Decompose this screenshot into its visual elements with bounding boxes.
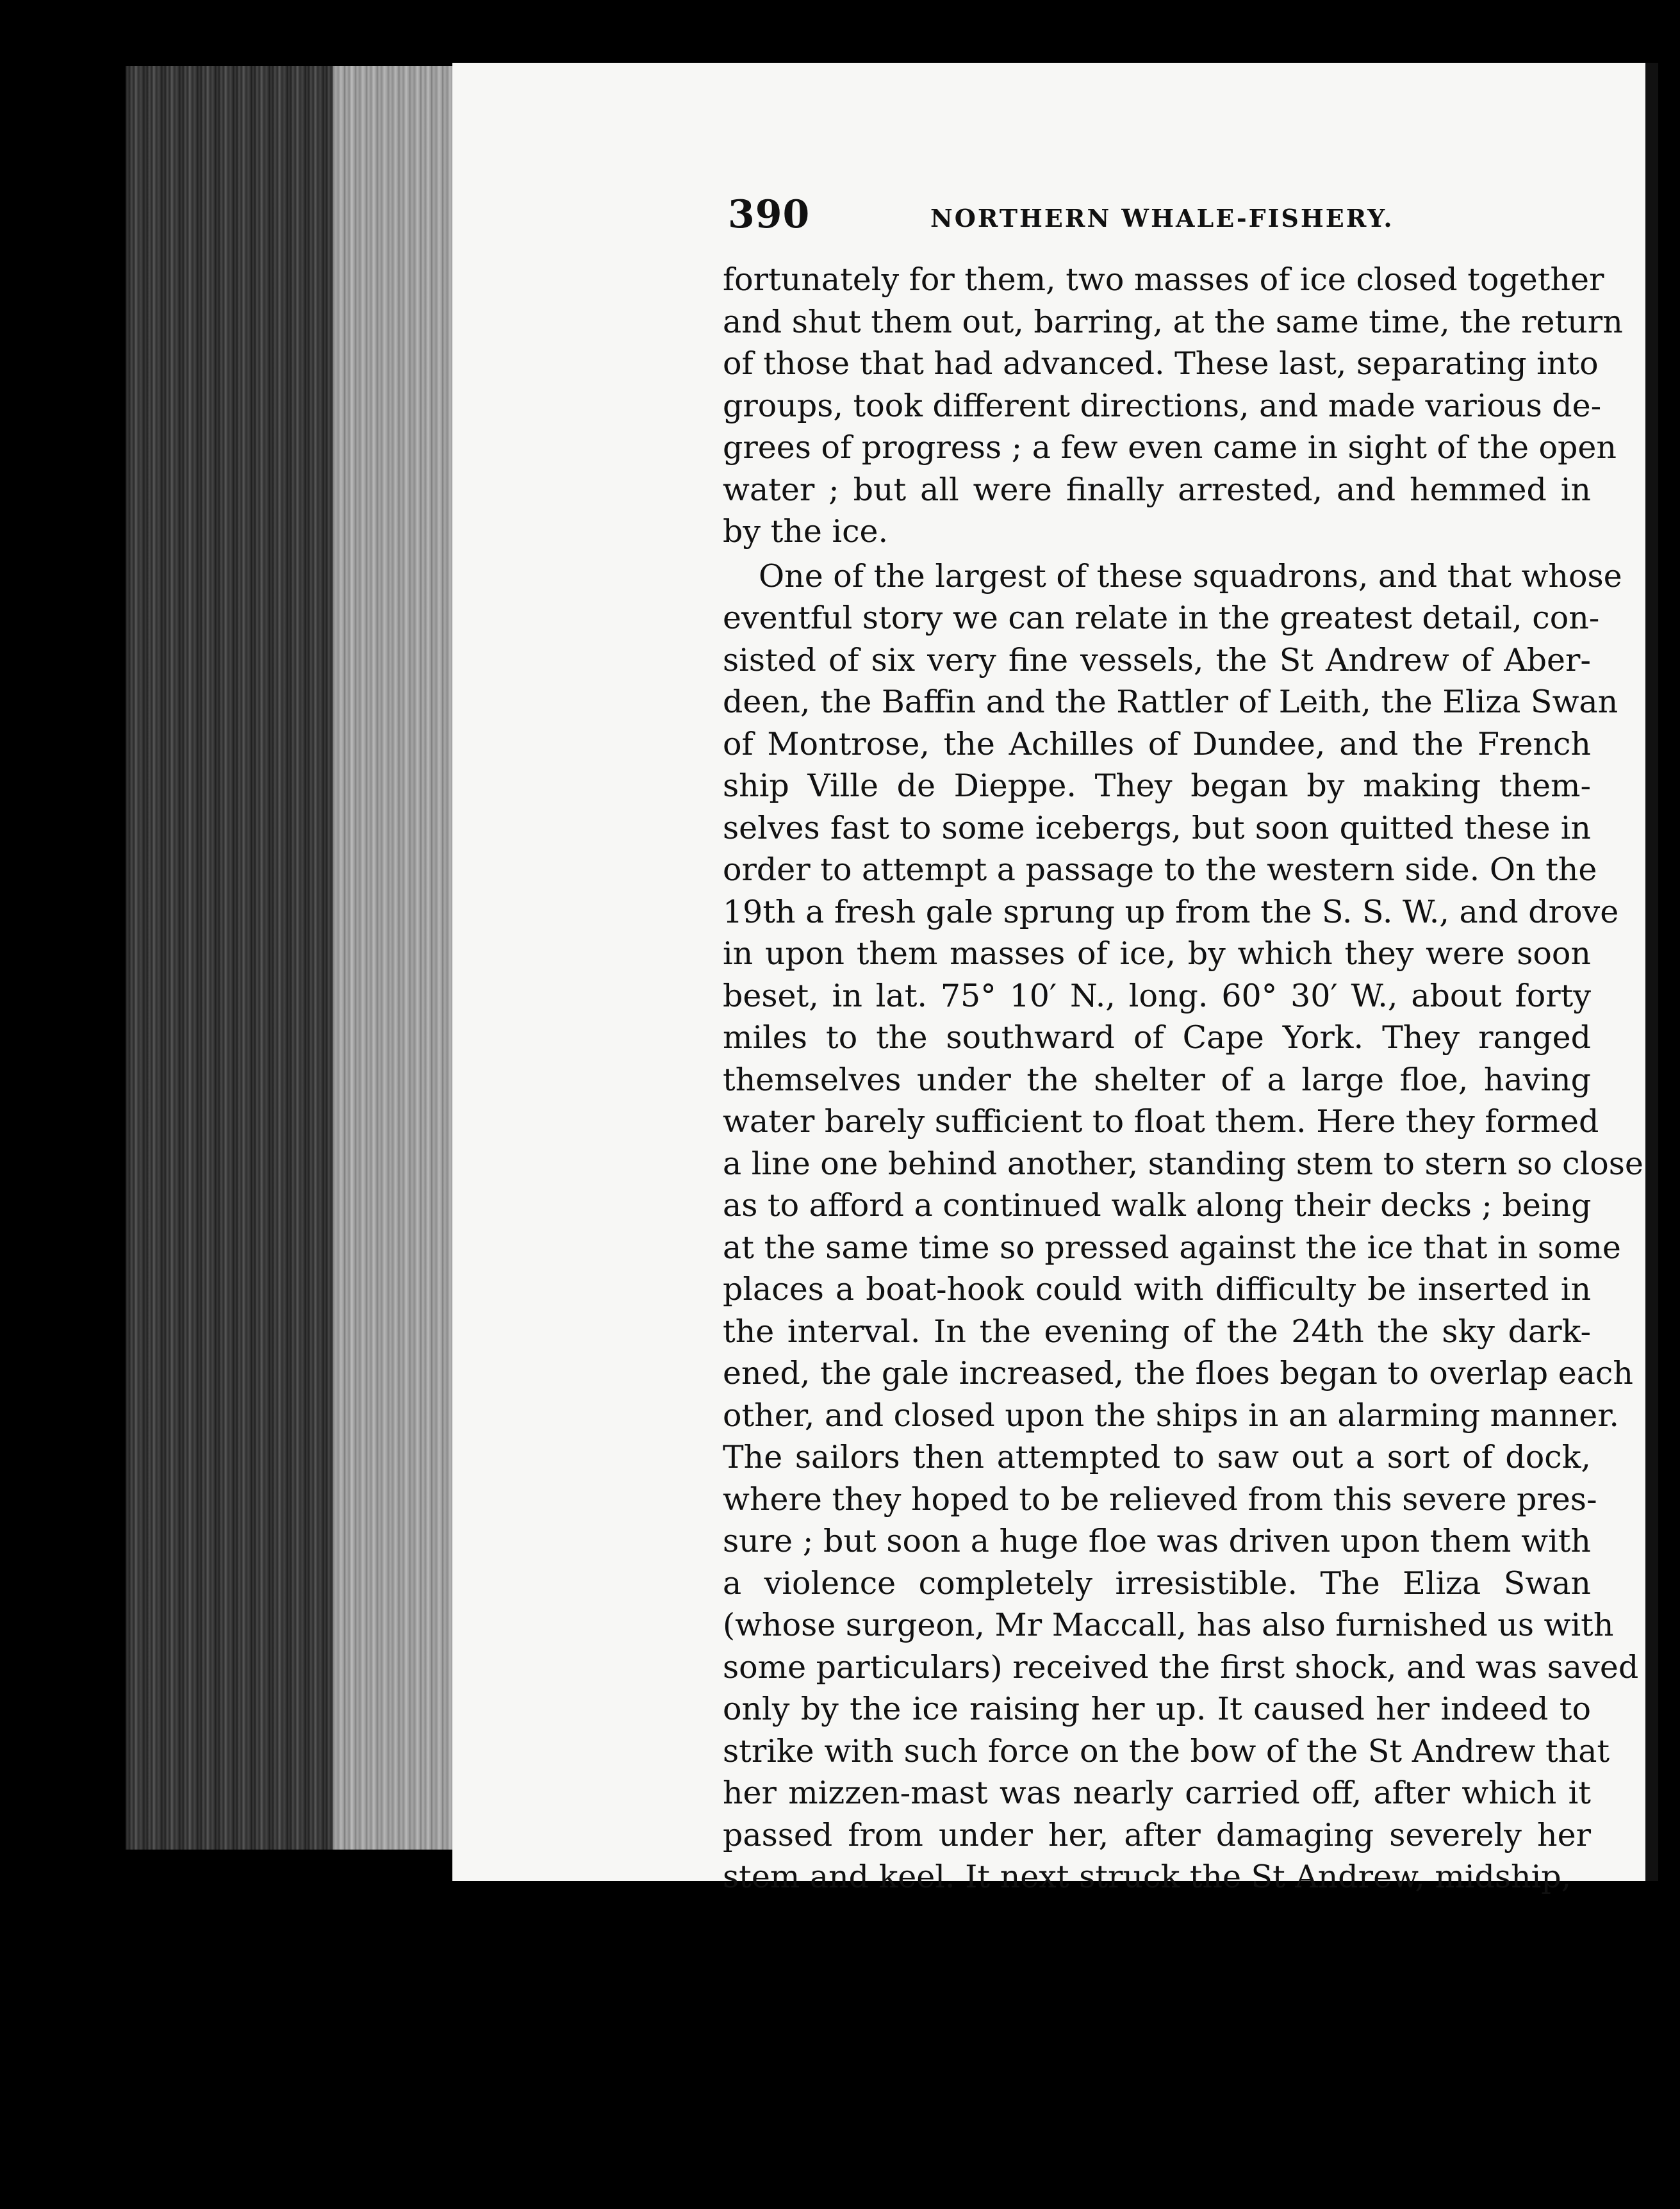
text-line: groups, took different directions, and made various de- [723, 387, 1602, 424]
text-line: (whose surgeon, Mr Maccall, has also furnished us with [723, 1607, 1614, 1643]
page-header [728, 192, 1420, 243]
text-line: selves fast to some icebergs, but soon quitted these in [723, 809, 1591, 846]
text-line: ship Ville de Dieppe. They began by making them- [723, 768, 1591, 804]
page-number: 390 [728, 192, 811, 237]
text-line: strike with such force on the bow of the St Andrew that [723, 1732, 1610, 1770]
page-edges-highlight [333, 66, 452, 1850]
text-line: where they hoped to be relieved from this severe pres- [723, 1481, 1597, 1518]
text-line: and shut them out, barring, at the same time, the return [723, 303, 1623, 340]
text-line: The sailors then attempted to saw out a sort of dock, [723, 1439, 1591, 1475]
text-line: water barely sufficient to float them. Here they formed [723, 1103, 1599, 1140]
text-line: only by the ice raising her up. It caused her indeed to [723, 1691, 1591, 1727]
text-line: miles to the southward of Cape York. They ranged [723, 1019, 1591, 1056]
text-line: of Montrose, the Achilles of Dundee, and the French [723, 725, 1591, 762]
text-line: places a boat-hook could with difficulty be inserted in [723, 1271, 1591, 1308]
text-line: other, and closed upon the ships in an alarming manner. [723, 1397, 1619, 1434]
text-line: her mizzen-mast was nearly carried off, after which it [723, 1775, 1591, 1811]
text-line: a violence completely irresistible. The Eliza Swan [723, 1564, 1591, 1602]
text-line: 19th a fresh gale sprung up from the S. S. W., and drove [723, 893, 1619, 930]
text-line: some particulars) received the first shock, and was saved [723, 1648, 1639, 1686]
text-line: ened, the gale increased, the floes began to overlap each [723, 1355, 1633, 1392]
text-line: a line one behind another, standing stem to stern so close [723, 1145, 1643, 1182]
body-text [723, 259, 1643, 1898]
text-line: themselves under the shelter of a large floe, having [723, 1061, 1591, 1098]
running-head: NORTHERN WHALE-FISHERY. [930, 204, 1394, 233]
text-line: eventful story we can relate in the greatest detail, con- [723, 600, 1600, 636]
text-line: sure ; but soon a huge floe was driven upon them with [723, 1523, 1591, 1559]
text-line: stem and keel. It next struck the St Andrew, midship, [723, 1859, 1572, 1895]
text-line: sisted of six very fine vessels, the St Andrew of Aber- [723, 641, 1591, 678]
page-shadow [1645, 63, 1658, 1881]
text-line: grees of progress ; a few even came in sight of the open [723, 429, 1617, 466]
text-line: order to attempt a passage to the western side. On the [723, 851, 1597, 888]
text-line: by the ice. [723, 513, 889, 550]
text-line: in upon them masses of ice, by which they were soon [723, 935, 1591, 972]
text-line: at the same time so pressed against the ice that in some [723, 1229, 1621, 1266]
text-line: One of the largest of these squadrons, and that whose [759, 557, 1622, 595]
text-line: the interval. In the evening of the 24th the sky dark- [723, 1313, 1591, 1350]
text-line: as to afford a continued walk along their decks ; being [723, 1187, 1592, 1224]
text-line: passed from under her, after damaging severely her [723, 1816, 1591, 1853]
text-line: deen, the Baffin and the Rattler of Leith, the Eliza Swan [723, 684, 1618, 720]
text-line: beset, in lat. 75° 10′ N., long. 60° 30′ W., about forty [723, 977, 1591, 1014]
text-line: of those that had advanced. These last, separating into [723, 345, 1599, 382]
text-line: fortunately for them, two masses of ice closed together [723, 261, 1604, 298]
text-line: water ; but all were finally arrested, and hemmed in [723, 471, 1591, 508]
